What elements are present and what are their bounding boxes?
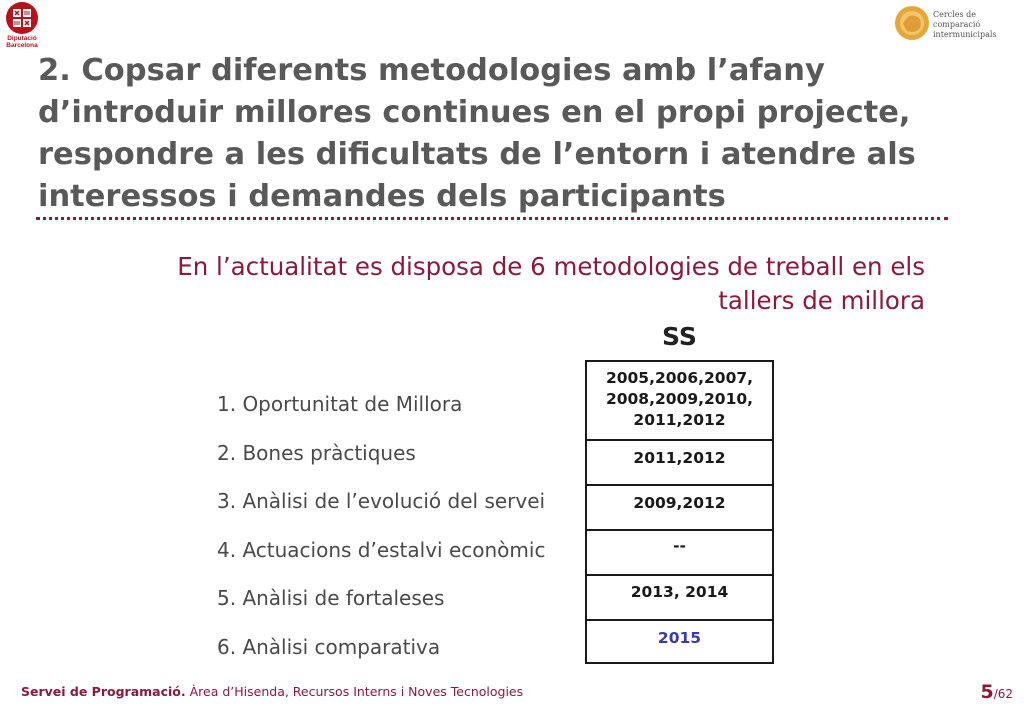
footer — [21, 684, 523, 699]
subtitle-line-2: tallers de millora — [718, 286, 925, 315]
list-item: 4. Actuacions d’estalvi econòmic — [217, 537, 546, 562]
table-cell: -- — [587, 529, 772, 574]
table-cell: 2011,2012 — [587, 439, 772, 484]
subtitle — [120, 250, 925, 318]
diputacio-logo — [3, 2, 41, 50]
subtitle-line-1: En l’actualitat es disposa de 6 metodologies de treball en els — [177, 252, 925, 281]
list-item: 1. Oportunitat de Millora — [217, 392, 463, 416]
table-header: SS — [662, 322, 697, 351]
list-item: 6. Anàlisi comparativa — [217, 634, 441, 659]
page-current: 5 — [980, 681, 994, 703]
years-table — [585, 360, 774, 664]
cercles-label: Cercles de comparació intermunicipals — [933, 10, 997, 39]
coat-of-arms-icon — [6, 2, 38, 34]
diputacio-label: Diputació Barcelona — [6, 35, 38, 49]
list-item: 3. Anàlisi de l’evolució del servei — [217, 489, 546, 513]
table-cell: 2013, 2014 — [587, 574, 772, 619]
footer-area: Àrea d’Hisenda, Recursos Interns i Noves Tecnologies — [185, 684, 524, 699]
table-cell-highlight: 2015 — [587, 619, 772, 662]
table-cell: 2009,2012 — [587, 484, 772, 529]
title-divider — [36, 217, 948, 220]
list-item: 2. Bones pràctiques — [217, 440, 416, 465]
page-number — [980, 681, 1013, 703]
list-item: 5. Anàlisi de fortaleses — [217, 586, 445, 610]
footer-department: Servei de Programació. — [21, 684, 186, 699]
page-total: /62 — [993, 687, 1013, 701]
cercles-logo — [893, 4, 1024, 42]
table-cell: 2005,2006,2007, 2008,2009,2010, 2011,2012 — [605, 369, 754, 429]
cercles-emblem-icon — [893, 4, 931, 42]
methodology-list — [217, 386, 545, 677]
page-title: 2. Copsar diferents metodologies amb l’afany d’introduir millores continues en el propi projecte, respondre a les dificultats de l’entorn i atendre als interessos i demandes dels participants — [38, 53, 916, 214]
